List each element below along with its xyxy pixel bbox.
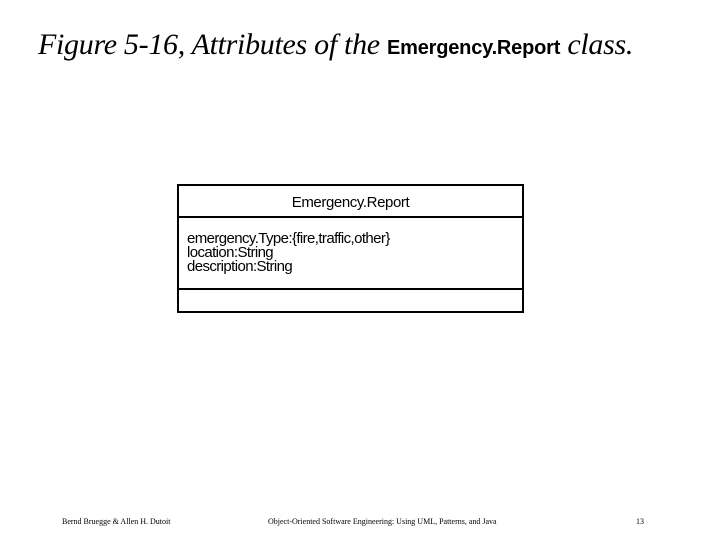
title-suffix: class. bbox=[560, 28, 634, 61]
title-prefix: Figure 5-16, Attributes of the bbox=[38, 28, 388, 61]
uml-attribute-description: description:String bbox=[187, 258, 293, 275]
footer-authors: Bernd Bruegge & Allen H. Dutoit bbox=[62, 517, 171, 526]
uml-operations-compartment bbox=[179, 290, 522, 311]
title-class-reference: Emergency.Report bbox=[387, 37, 561, 59]
footer-book-title: Object-Oriented Software Engineering: Using UML, Patterns, and Java bbox=[268, 517, 497, 526]
uml-attributes-compartment bbox=[179, 218, 522, 290]
uml-attribute-emergency-type: emergency.Type:{fire,traffic,other} bbox=[187, 230, 390, 247]
footer-page-number: 13 bbox=[636, 517, 644, 526]
uml-class-box bbox=[177, 184, 524, 313]
uml-attribute-location: location:String bbox=[187, 244, 274, 261]
slide-title bbox=[38, 27, 633, 66]
uml-class-name: Emergency.Report bbox=[179, 186, 522, 218]
